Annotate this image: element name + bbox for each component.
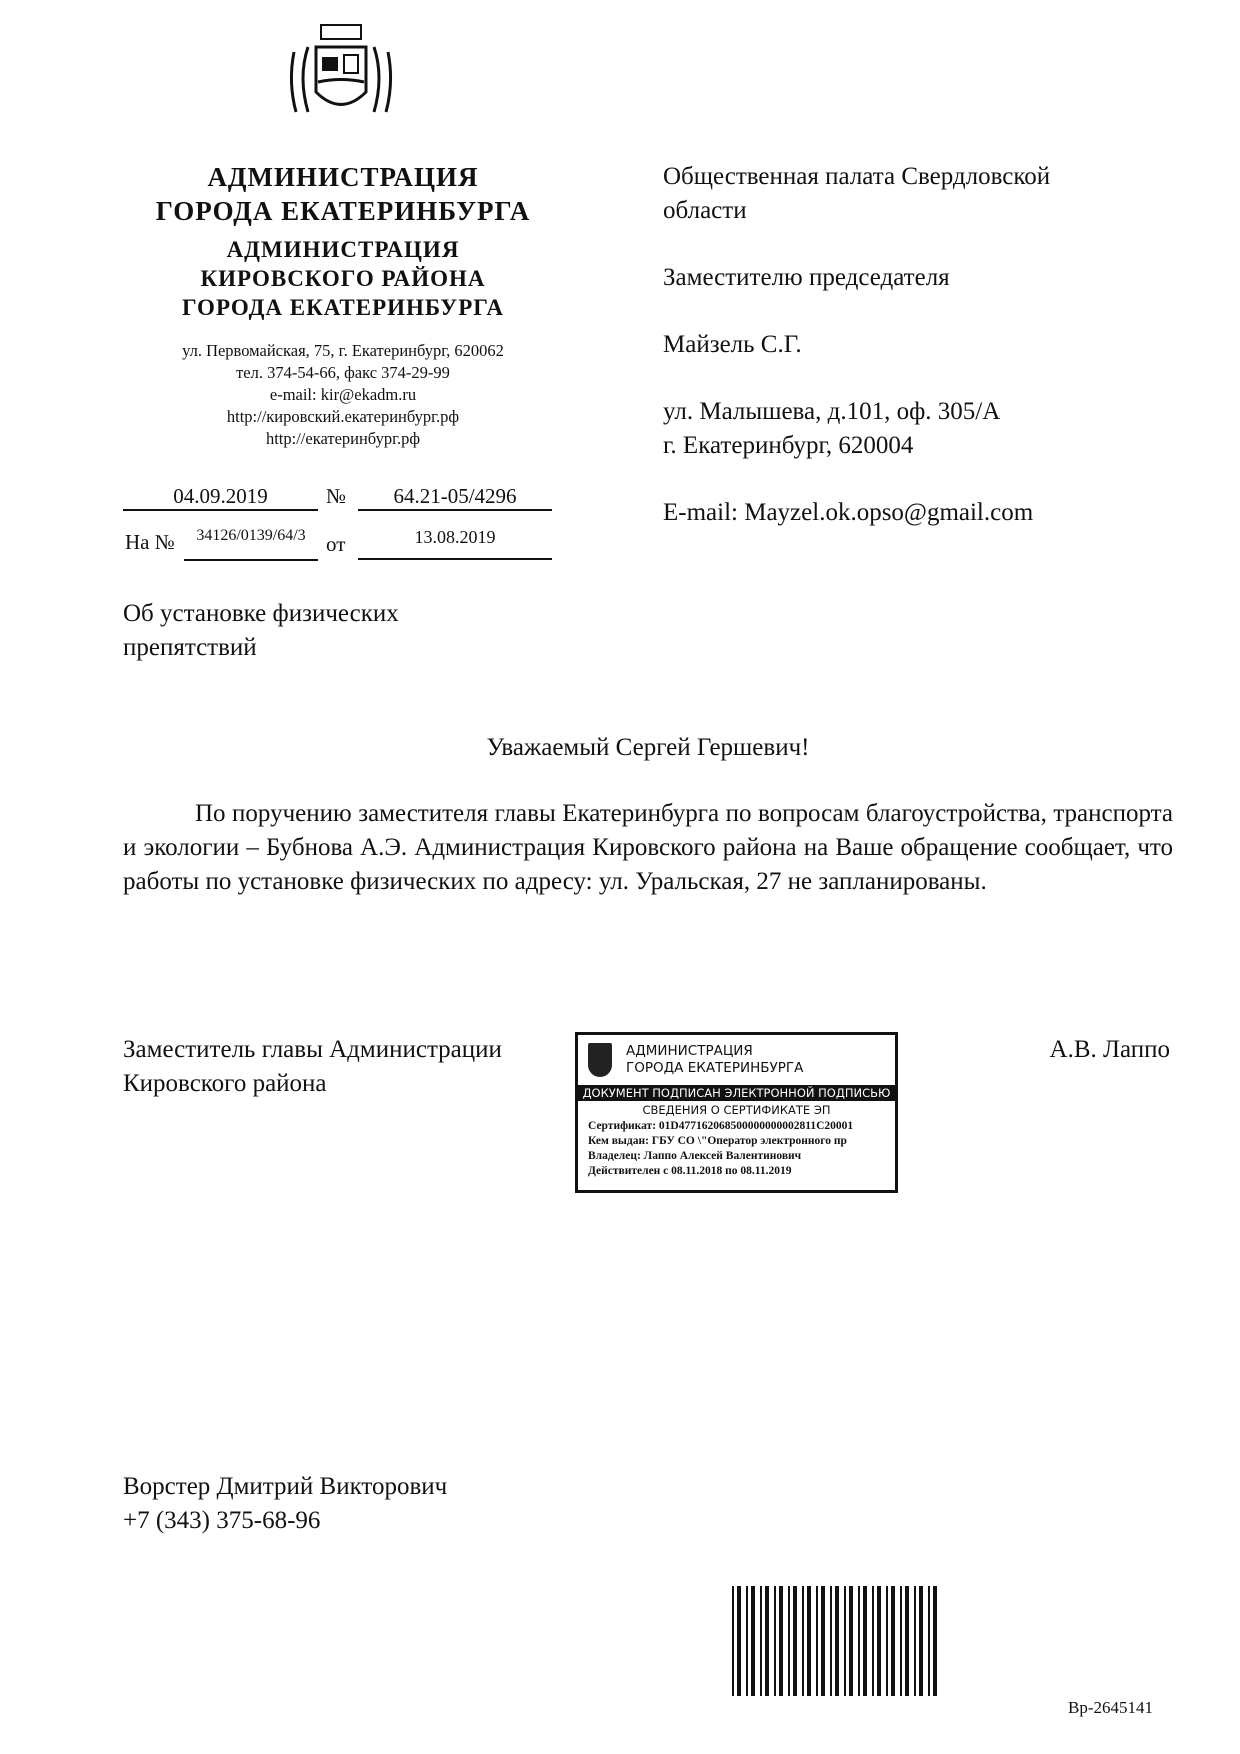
- executor-phone: +7 (343) 375-68-96: [123, 1507, 321, 1534]
- org2-line: ГОРОДА ЕКАТЕРИНБУРГА: [182, 295, 504, 320]
- org-name-city: [123, 160, 563, 228]
- recipient: [663, 160, 1133, 530]
- org-name-district: [123, 235, 563, 322]
- stamp-title: ГОРОДА ЕКАТЕРИНБУРГА: [626, 1060, 804, 1076]
- recipient-email[interactable]: E-mail: Mayzel.ok.opso@gmail.com: [663, 499, 1034, 526]
- org1-line: АДМИНИСТРАЦИЯ: [207, 162, 479, 192]
- stamp-title: АДМИНИСТРАЦИЯ: [626, 1043, 753, 1059]
- stamp-cert-header: СВЕДЕНИЯ О СЕРТИФИКАТЕ ЭП: [642, 1103, 831, 1117]
- address: ул. Первомайская, 75, г. Екатеринбург, 620062: [182, 341, 504, 360]
- reg-date: 04.09.2019: [123, 484, 318, 511]
- org2-line: КИРОВСКОГО РАЙОНА: [200, 266, 486, 291]
- org1-line: ГОРОДА ЕКАТЕРИНБУРГА: [155, 196, 531, 226]
- site-link[interactable]: http://екатеринбург.рф: [265, 429, 421, 448]
- recipient-name: Майзель С.Г.: [663, 331, 802, 358]
- num-label: №: [326, 484, 347, 508]
- recipient-street: ул. Малышева, д.101, оф. 305/А: [663, 398, 1001, 425]
- stamp-owner: Владелец: Лаппо Алексей Валентинович: [588, 1150, 802, 1162]
- coat-of-arms-icon: [588, 1043, 612, 1077]
- e-signature-stamp: [575, 1032, 898, 1193]
- signature-position: [123, 1033, 502, 1101]
- barcode-bar: [937, 1586, 942, 1696]
- body-text: По поручению заместителя главы Екатеринбурга по вопросам благоустройства, транспорта и экологии – Бубнова А.Э. Администрация Кировского района на Ваше обращение сообщает, что работы по установке физических по адресу: ул. Уральская, 27 не запланированы.: [123, 800, 1173, 895]
- phone: тел. 374-54-66, факс 374-29-99: [236, 363, 450, 382]
- stamp-valid: Действителен с 08.11.2018 по 08.11.2019: [588, 1165, 792, 1177]
- greeting: Уважаемый Сергей Гершевич!: [486, 734, 810, 761]
- executor-name: Ворстер Дмитрий Викторович: [123, 1473, 448, 1500]
- stamp-issuer: Кем выдан: ГБУ СО \"Оператор электронного пр: [588, 1135, 847, 1147]
- ref-number: 34126/0139/64/3: [184, 527, 318, 561]
- reg-number: 64.21-05/4296: [358, 484, 552, 511]
- coat-of-arms-icon: [286, 22, 396, 122]
- org2-line: АДМИНИСТРАЦИЯ: [226, 237, 460, 262]
- stamp-signed: ДОКУМЕНТ ПОДПИСАН ЭЛЕКТРОННОЙ ПОДПИСЬЮ: [578, 1085, 895, 1101]
- ref-date: 13.08.2019: [358, 527, 552, 560]
- ref-label: На №: [125, 530, 175, 554]
- document-code: Вр-2645141: [1068, 1698, 1153, 1717]
- from-label: от: [326, 532, 346, 556]
- position-line: Заместитель главы Администрации: [123, 1036, 502, 1063]
- position-line: Кировского района: [123, 1070, 327, 1097]
- site-link[interactable]: http://кировский.екатеринбург.рф: [226, 407, 460, 426]
- subject: Об установке физических препятствий: [123, 600, 399, 661]
- email-link[interactable]: e-mail: kir@ekadm.ru: [269, 385, 417, 404]
- barcode: [732, 1586, 994, 1696]
- signatory-name: А.В. Лаппо: [1049, 1036, 1170, 1063]
- recipient-position: Заместителю председателя: [663, 264, 950, 291]
- executor: [123, 1470, 447, 1538]
- contacts: [123, 340, 563, 450]
- stamp-cert: Сертификат: 01D477162068500000000002811C20001: [588, 1120, 854, 1132]
- recipient-org: Общественная палата Свердловской области: [663, 163, 1051, 224]
- recipient-city: г. Екатеринбург, 620004: [663, 432, 914, 459]
